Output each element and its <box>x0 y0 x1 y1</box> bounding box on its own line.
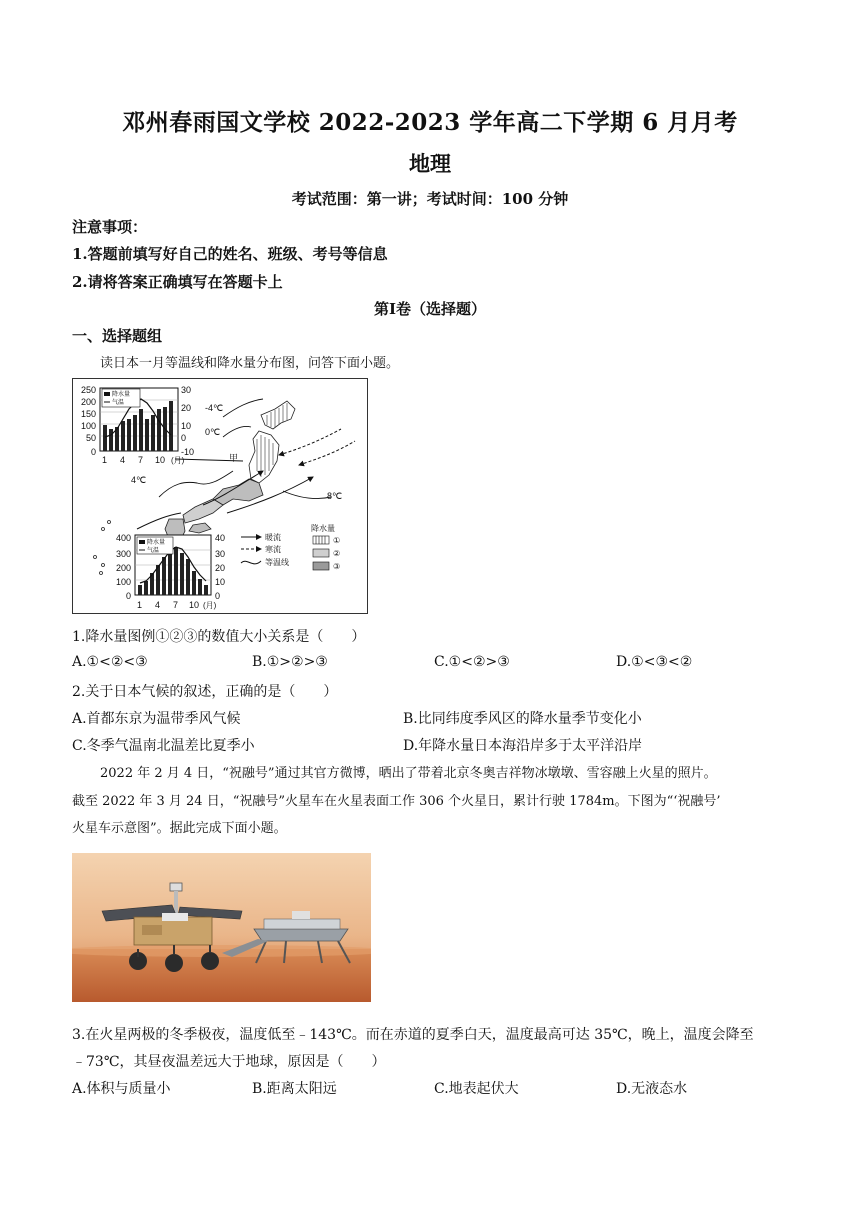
tick-label: 0 <box>181 433 187 443</box>
isotherm-label: 8℃ <box>327 491 343 501</box>
question-1-stem: 1.降水量图例①②③的数值大小关系是（ ） <box>72 629 366 645</box>
tick-label: 1 <box>102 455 108 465</box>
tick-label: 10 <box>189 600 200 610</box>
q3-option-c: C.地表起伏大 <box>434 1081 519 1097</box>
tick-label: 20 <box>181 403 192 413</box>
question-3-stem: ﹣73℃，其昼夜温差远大于地球，原因是（ ） <box>72 1054 386 1070</box>
tick-label: 100 <box>115 577 131 587</box>
tick-label: (月) <box>203 601 217 610</box>
tick-label: (月) <box>171 456 185 465</box>
legend-p1: ① <box>333 536 341 545</box>
q2-option-c: C.冬季气温南北温差比夏季小 <box>72 738 255 754</box>
legend-precip: 降水量 <box>112 392 131 398</box>
legend-temp: 气温 <box>112 400 125 406</box>
question-2-stem: 2.关于日本气候的叙述，正确的是（ ） <box>72 684 338 700</box>
tick-label: 7 <box>173 600 179 610</box>
q2-option-a: A.首都东京为温带季风气候 <box>72 711 241 727</box>
legend-temp: 气温 <box>147 548 160 554</box>
map-legend <box>241 523 340 571</box>
tick-label: 100 <box>80 421 96 431</box>
tick-label: 10 <box>181 421 192 431</box>
legend-p3: ③ <box>333 562 341 571</box>
tick-label: 4 <box>120 455 126 465</box>
q2-option-b: B.比同纬度季风区的降水量季节变化小 <box>403 711 642 727</box>
tick-label: 50 <box>85 433 96 443</box>
notice-heading: 注意事项： <box>72 218 148 236</box>
tick-label: 20 <box>215 563 226 573</box>
notice-item: 1.答题前填写好自己的姓名、班级、考号等信息 <box>72 245 388 263</box>
isotherm-label: -4℃ <box>205 403 224 413</box>
top-climate-chart <box>81 385 194 465</box>
tick-label: 0 <box>90 447 96 457</box>
tick-label: 200 <box>80 397 96 407</box>
tick-label: -10 <box>181 447 195 457</box>
tick-label: 1 <box>137 600 143 610</box>
question-3-stem: 3.在火星两极的冬季极夜，温度低至﹣143℃。而在赤道的夏季白天，温度最高可达 35℃，晚上，温度会降至 <box>72 1027 754 1043</box>
legend-precip-title: 降水量 <box>311 524 335 533</box>
tick-label: 10 <box>215 577 226 587</box>
tick-label: 0 <box>215 591 221 601</box>
tick-label: 30 <box>215 549 226 559</box>
q1-option-d: D.①<③<② <box>616 654 693 670</box>
intro-text: 读日本一月等温线和降水量分布图，问答下面小题。 <box>100 356 400 371</box>
q3-option-b: B.距离太阳远 <box>252 1081 337 1097</box>
exam-scope: 考试范围：第一讲；考试时间：100 分钟 <box>291 190 569 208</box>
tick-label: 250 <box>80 385 96 395</box>
q1-option-b: B.①>②>③ <box>252 654 328 670</box>
legend-cold-current: 寒流 <box>265 545 281 554</box>
location-label: 甲 <box>229 453 239 463</box>
volume-title: 第Ⅰ卷（选择题） <box>373 300 487 318</box>
japan-climate-map <box>72 378 368 614</box>
page-title: 邓州春雨国文学校 2022-2023 学年高二下学期 6 月月考 <box>122 109 738 136</box>
subject-title: 地理 <box>409 151 451 176</box>
legend-precip: 降水量 <box>147 540 166 546</box>
q1-option-c: C.①<②>③ <box>434 654 510 670</box>
tick-label: 30 <box>181 385 192 395</box>
intro-paragraph-line: 2022 年 2 月 4 日，“祝融号”通过其官方微博，晒出了带着北京冬奥吉祥物冰墩墩、雪容融上火星的照片。 <box>100 766 717 781</box>
legend-p2: ② <box>333 549 341 558</box>
tick-label: 200 <box>115 563 131 573</box>
tick-label: 40 <box>215 533 226 543</box>
legend-isotherm: 等温线 <box>265 558 289 567</box>
tick-label: 300 <box>115 549 131 559</box>
bottom-climate-chart <box>116 533 225 610</box>
isotherm-label: 0℃ <box>205 427 221 437</box>
tick-label: 400 <box>115 533 131 543</box>
isotherm-label: 4℃ <box>131 475 147 485</box>
legend-warm-current: 暖流 <box>265 533 281 542</box>
tick-label: 4 <box>155 600 161 610</box>
q2-option-d: D.年降水量日本海沿岸多于太平洋沿岸 <box>403 738 643 754</box>
q1-option-a: A.①<②<③ <box>72 654 148 670</box>
intro-paragraph-line: 火星车示意图”。据此完成下面小题。 <box>72 821 287 836</box>
tick-label: 150 <box>80 409 96 419</box>
tick-label: 0 <box>125 591 131 601</box>
q3-option-a: A.体积与质量小 <box>72 1081 171 1097</box>
tick-label: 10 <box>155 455 166 465</box>
section-title: 一、选择题组 <box>72 327 163 345</box>
zhurong-rover-photo <box>72 853 371 1002</box>
tick-label: 7 <box>138 455 144 465</box>
intro-paragraph-line: 截至 2022 年 3 月 24 日，“祝融号”火星车在火星表面工作 306 个火星日，累计行驶 1784m。下图为“‘祝融号’ <box>72 794 721 809</box>
q3-option-d: D.无液态水 <box>616 1081 688 1097</box>
notice-item: 2.请将答案正确填写在答题卡上 <box>72 273 283 291</box>
